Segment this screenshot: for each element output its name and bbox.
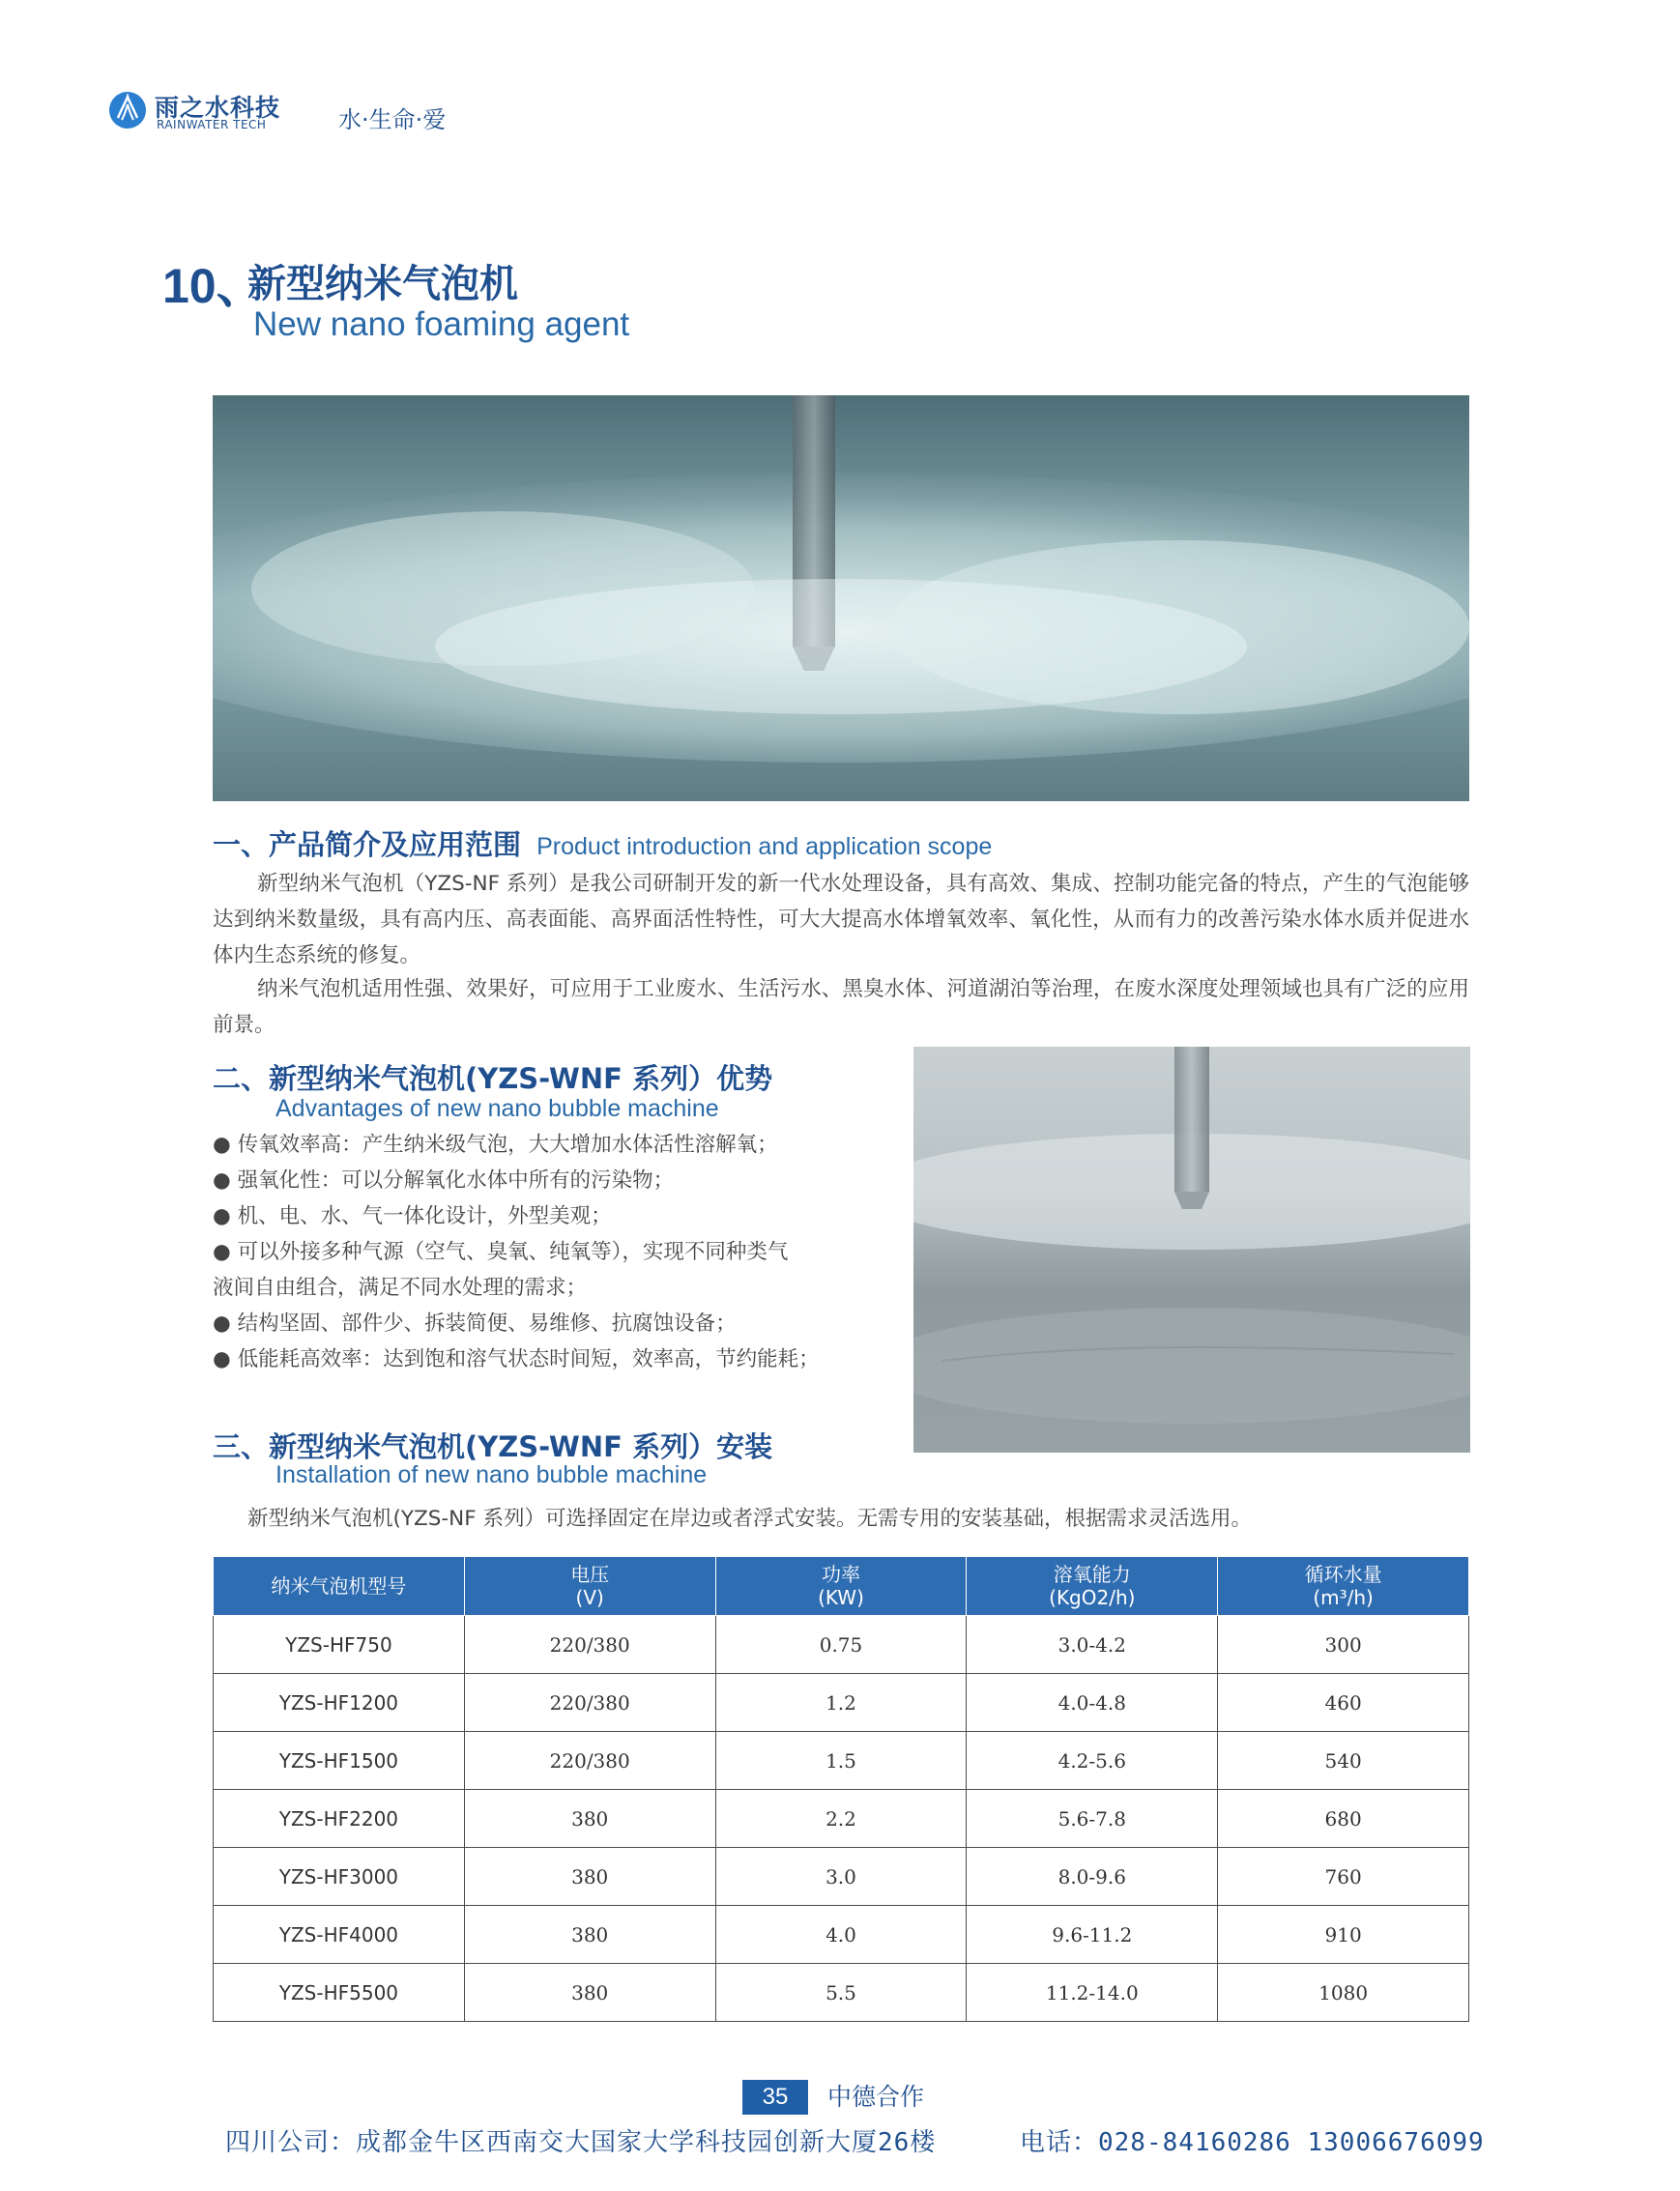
page-number: 35 — [742, 2080, 808, 2115]
page-title: 新型纳米气泡机 — [247, 262, 518, 306]
section3-title-en: Installation of new nano bubble machine — [275, 1461, 708, 1488]
cell-power: 1.5 — [715, 1732, 967, 1790]
cell-oxygen: 5.6-7.8 — [967, 1790, 1218, 1848]
section2-title-en: Advantages of new nano bubble machine — [275, 1095, 719, 1122]
cell-oxygen: 9.6-11.2 — [967, 1906, 1218, 1964]
water-drop-logo-icon — [108, 91, 147, 130]
col-header-power: 功率 (KW) — [715, 1557, 967, 1616]
cell-flow: 460 — [1218, 1674, 1469, 1732]
list-item: ● 传氧效率高：产生纳米级气泡，大大增加水体活性溶解氧； — [213, 1133, 778, 1157]
cell-power: 5.5 — [715, 1964, 967, 2022]
logo-chinese-name: 雨之水科技 — [155, 94, 281, 122]
col-header-model: 纳米气泡机型号 — [214, 1557, 465, 1616]
cell-oxygen: 4.2-5.6 — [967, 1732, 1218, 1790]
cell-voltage: 380 — [464, 1964, 715, 2022]
cell-model: YZS-HF4000 — [214, 1906, 465, 1964]
table-row — [214, 1964, 1469, 2022]
cell-flow: 1080 — [1218, 1964, 1469, 2022]
table-row — [214, 1848, 1469, 1906]
cell-power: 0.75 — [715, 1616, 967, 1674]
section3-paragraph: 新型纳米气泡机(YZS-NF 系列）可选择固定在岸边或者浮式安装。无需专用的安装基础，根据需求灵活选用。 — [247, 1507, 1252, 1531]
cell-model: YZS-HF1500 — [214, 1732, 465, 1790]
table-row — [214, 1732, 1469, 1790]
list-item: ● 机、电、水、气一体化设计，外型美观； — [213, 1204, 612, 1228]
table-row — [214, 1674, 1469, 1732]
cell-flow: 540 — [1218, 1732, 1469, 1790]
section1-title-cn: 一、产品简介及应用范围 — [213, 828, 522, 861]
section1-title-en: Product introduction and application scope — [536, 833, 993, 860]
col-header-flow: 循环水量 (m³/h) — [1218, 1557, 1469, 1616]
advantages-list — [213, 1127, 889, 1377]
cell-oxygen: 3.0-4.2 — [967, 1616, 1218, 1674]
cell-model: YZS-HF1200 — [214, 1674, 465, 1732]
cell-power: 3.0 — [715, 1848, 967, 1906]
section1-paragraph-2: 纳米气泡机适用性强、效果好，可应用于工业废水、生活污水、黑臭水体、河道湖泊等治理，在废水深度处理领域也具有广泛的应用前景。 — [213, 977, 1469, 1037]
cell-flow: 680 — [1218, 1790, 1469, 1848]
table-row — [214, 1906, 1469, 1964]
page-label: 中德合作 — [827, 2083, 925, 2111]
footer-phone: 电话：028-84160286 13006676099 — [1020, 2128, 1485, 2157]
table-row — [214, 1616, 1469, 1674]
cell-flow: 760 — [1218, 1848, 1469, 1906]
section-number: 10、 — [162, 259, 265, 313]
section2-title-cn: 二、新型纳米气泡机(YZS-WNF 系列）优势 — [213, 1062, 773, 1095]
company-logo — [108, 87, 311, 135]
table-row — [214, 1790, 1469, 1848]
cell-voltage: 380 — [464, 1848, 715, 1906]
cell-voltage: 220/380 — [464, 1674, 715, 1732]
footer-address: 四川公司：成都金牛区西南交大国家大学科技园创新大厦26楼 — [225, 2128, 937, 2157]
cell-flow: 910 — [1218, 1906, 1469, 1964]
slogan: 水·生命·爱 — [338, 106, 447, 133]
cell-model: YZS-HF750 — [214, 1616, 465, 1674]
cell-power: 1.2 — [715, 1674, 967, 1732]
cell-oxygen: 11.2-14.0 — [967, 1964, 1218, 2022]
list-item: ● 低能耗高效率：达到饱和溶气状态时间短，效率高，节约能耗； — [213, 1347, 820, 1371]
cell-voltage: 220/380 — [464, 1616, 715, 1674]
col-header-voltage: 电压 (V) — [464, 1557, 715, 1616]
cell-oxygen: 8.0-9.6 — [967, 1848, 1218, 1906]
logo-english-name: RAINWATER TECH — [157, 118, 267, 131]
cell-model: YZS-HF2200 — [214, 1790, 465, 1848]
cell-power: 4.0 — [715, 1906, 967, 1964]
table-header-row — [214, 1557, 1469, 1616]
nano-bubble-photo-main — [213, 395, 1469, 801]
list-item: ● 结构坚固、部件少、拆装简便、易维修、抗腐蚀设备； — [213, 1312, 737, 1336]
cell-power: 2.2 — [715, 1790, 967, 1848]
spec-table — [213, 1556, 1469, 2022]
section1-paragraph-1: 新型纳米气泡机（YZS-NF 系列）是我公司研制开发的新一代水处理设备，具有高效、集成、控制功能完备的特点，产生的气泡能够达到纳米数量级，具有高内压、高表面能、高界面活性特性，可大大提高水体增氧效率、氧化性，从而有力的改善污染水体水质并促进水体内生态系统的修复。 — [213, 872, 1469, 967]
cell-voltage: 380 — [464, 1790, 715, 1848]
cell-voltage: 220/380 — [464, 1732, 715, 1790]
cell-flow: 300 — [1218, 1616, 1469, 1674]
cell-model: YZS-HF5500 — [214, 1964, 465, 2022]
list-item: 液间自由组合，满足不同水处理的需求； — [213, 1276, 588, 1300]
section3-title-cn: 三、新型纳米气泡机(YZS-WNF 系列）安装 — [213, 1430, 773, 1463]
list-item: ● 可以外接多种气源（空气、臭氧、纯氧等），实现不同种类气 — [213, 1240, 789, 1264]
col-header-oxygen: 溶氧能力 (KgO2/h) — [967, 1557, 1218, 1616]
cell-voltage: 380 — [464, 1906, 715, 1964]
section1-heading — [213, 823, 992, 863]
list-item: ● 强氧化性：可以分解氧化水体中所有的污染物； — [213, 1168, 675, 1193]
page-subtitle: New nano foaming agent — [253, 305, 630, 343]
nano-bubble-photo-side — [913, 1047, 1470, 1453]
cell-model: YZS-HF3000 — [214, 1848, 465, 1906]
cell-oxygen: 4.0-4.8 — [967, 1674, 1218, 1732]
